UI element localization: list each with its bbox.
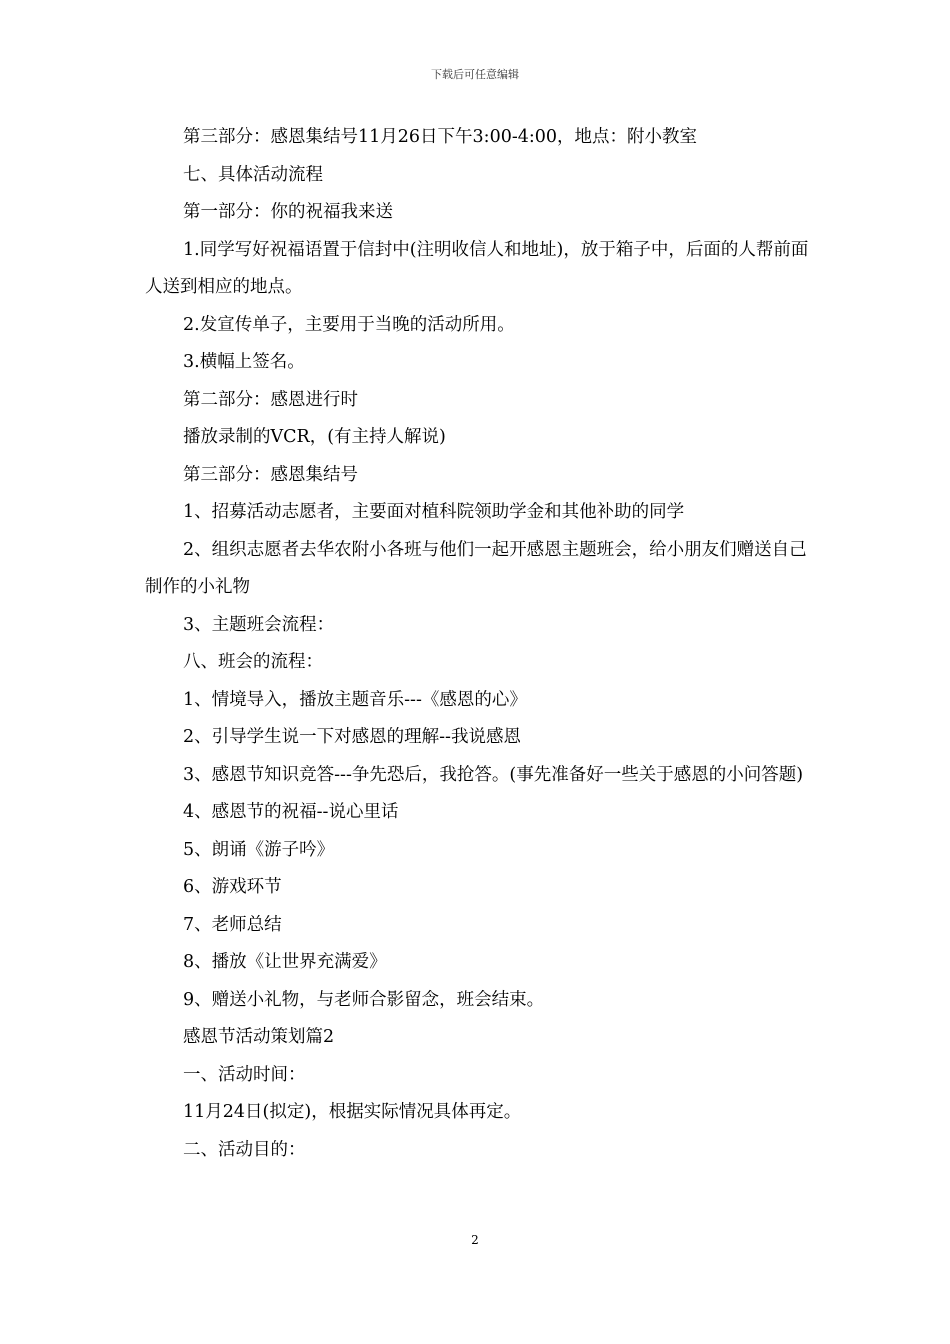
list-item: 7、老师总结 <box>183 914 282 935</box>
list-item: 2、引导学生说一下对感恩的理解--我说感恩 <box>183 727 521 747</box>
page-number: 2 <box>471 1233 479 1247</box>
document-body <box>145 119 810 1169</box>
section-heading: 二、活动目的： <box>183 1139 306 1160</box>
section-heading: 一、活动时间： <box>183 1064 306 1085</box>
paragraph: 第二部分：感恩进行时 <box>183 389 358 410</box>
page-header: 下载后可任意编辑 <box>431 68 519 81</box>
list-item: 3.横幅上签名。 <box>183 352 305 372</box>
paragraph: 播放录制的VCR，(有主持人解说) <box>183 427 446 447</box>
list-item: 3、感恩节知识竞答---争先恐后，我抢答。(事先准备好一些关于感恩的小问答题) <box>183 764 804 785</box>
paragraph: 11月24日(拟定)，根据实际情况具体再定。 <box>183 1102 522 1122</box>
section-heading: 七、具体活动流程 <box>183 164 323 185</box>
paragraph: 第一部分：你的祝福我来送 <box>183 202 393 222</box>
list-item: 9、赠送小礼物，与老师合影留念，班会结束。 <box>183 989 545 1010</box>
list-item: 2.发宣传单子，主要用于当晚的活动所用。 <box>183 314 515 335</box>
list-item: 3、主题班会流程： <box>183 614 335 635</box>
paragraph: 第三部分：感恩集结号11月26日下午3:00-4:00，地点：附小教室 <box>183 127 698 147</box>
list-item: 1、情境导入，播放主题音乐---《感恩的心》 <box>183 689 527 710</box>
list-item: 4、感恩节的祝福--说心里话 <box>183 802 399 822</box>
list-item: 5、朗诵《游子吟》 <box>183 839 335 860</box>
list-item: 2、组织志愿者去华农附小各班与他们一起开感恩主题班会，给小朋友们赠送自己制作的小礼物 <box>145 539 807 597</box>
list-item: 8、播放《让世界充满爱》 <box>183 952 387 972</box>
list-item: 1.同学写好祝福语置于信封中(注明收信人和地址)，放于箱子中，后面的人帮前面人送到相应的地点。 <box>145 239 809 297</box>
list-item: 6、游戏环节 <box>183 877 282 897</box>
article-title: 感恩节活动策划篇2 <box>183 1027 335 1047</box>
list-item: 1、招募活动志愿者，主要面对植科院领助学金和其他补助的同学 <box>183 502 685 522</box>
paragraph: 第三部分：感恩集结号 <box>183 464 358 485</box>
section-heading: 八、班会的流程： <box>183 652 323 672</box>
